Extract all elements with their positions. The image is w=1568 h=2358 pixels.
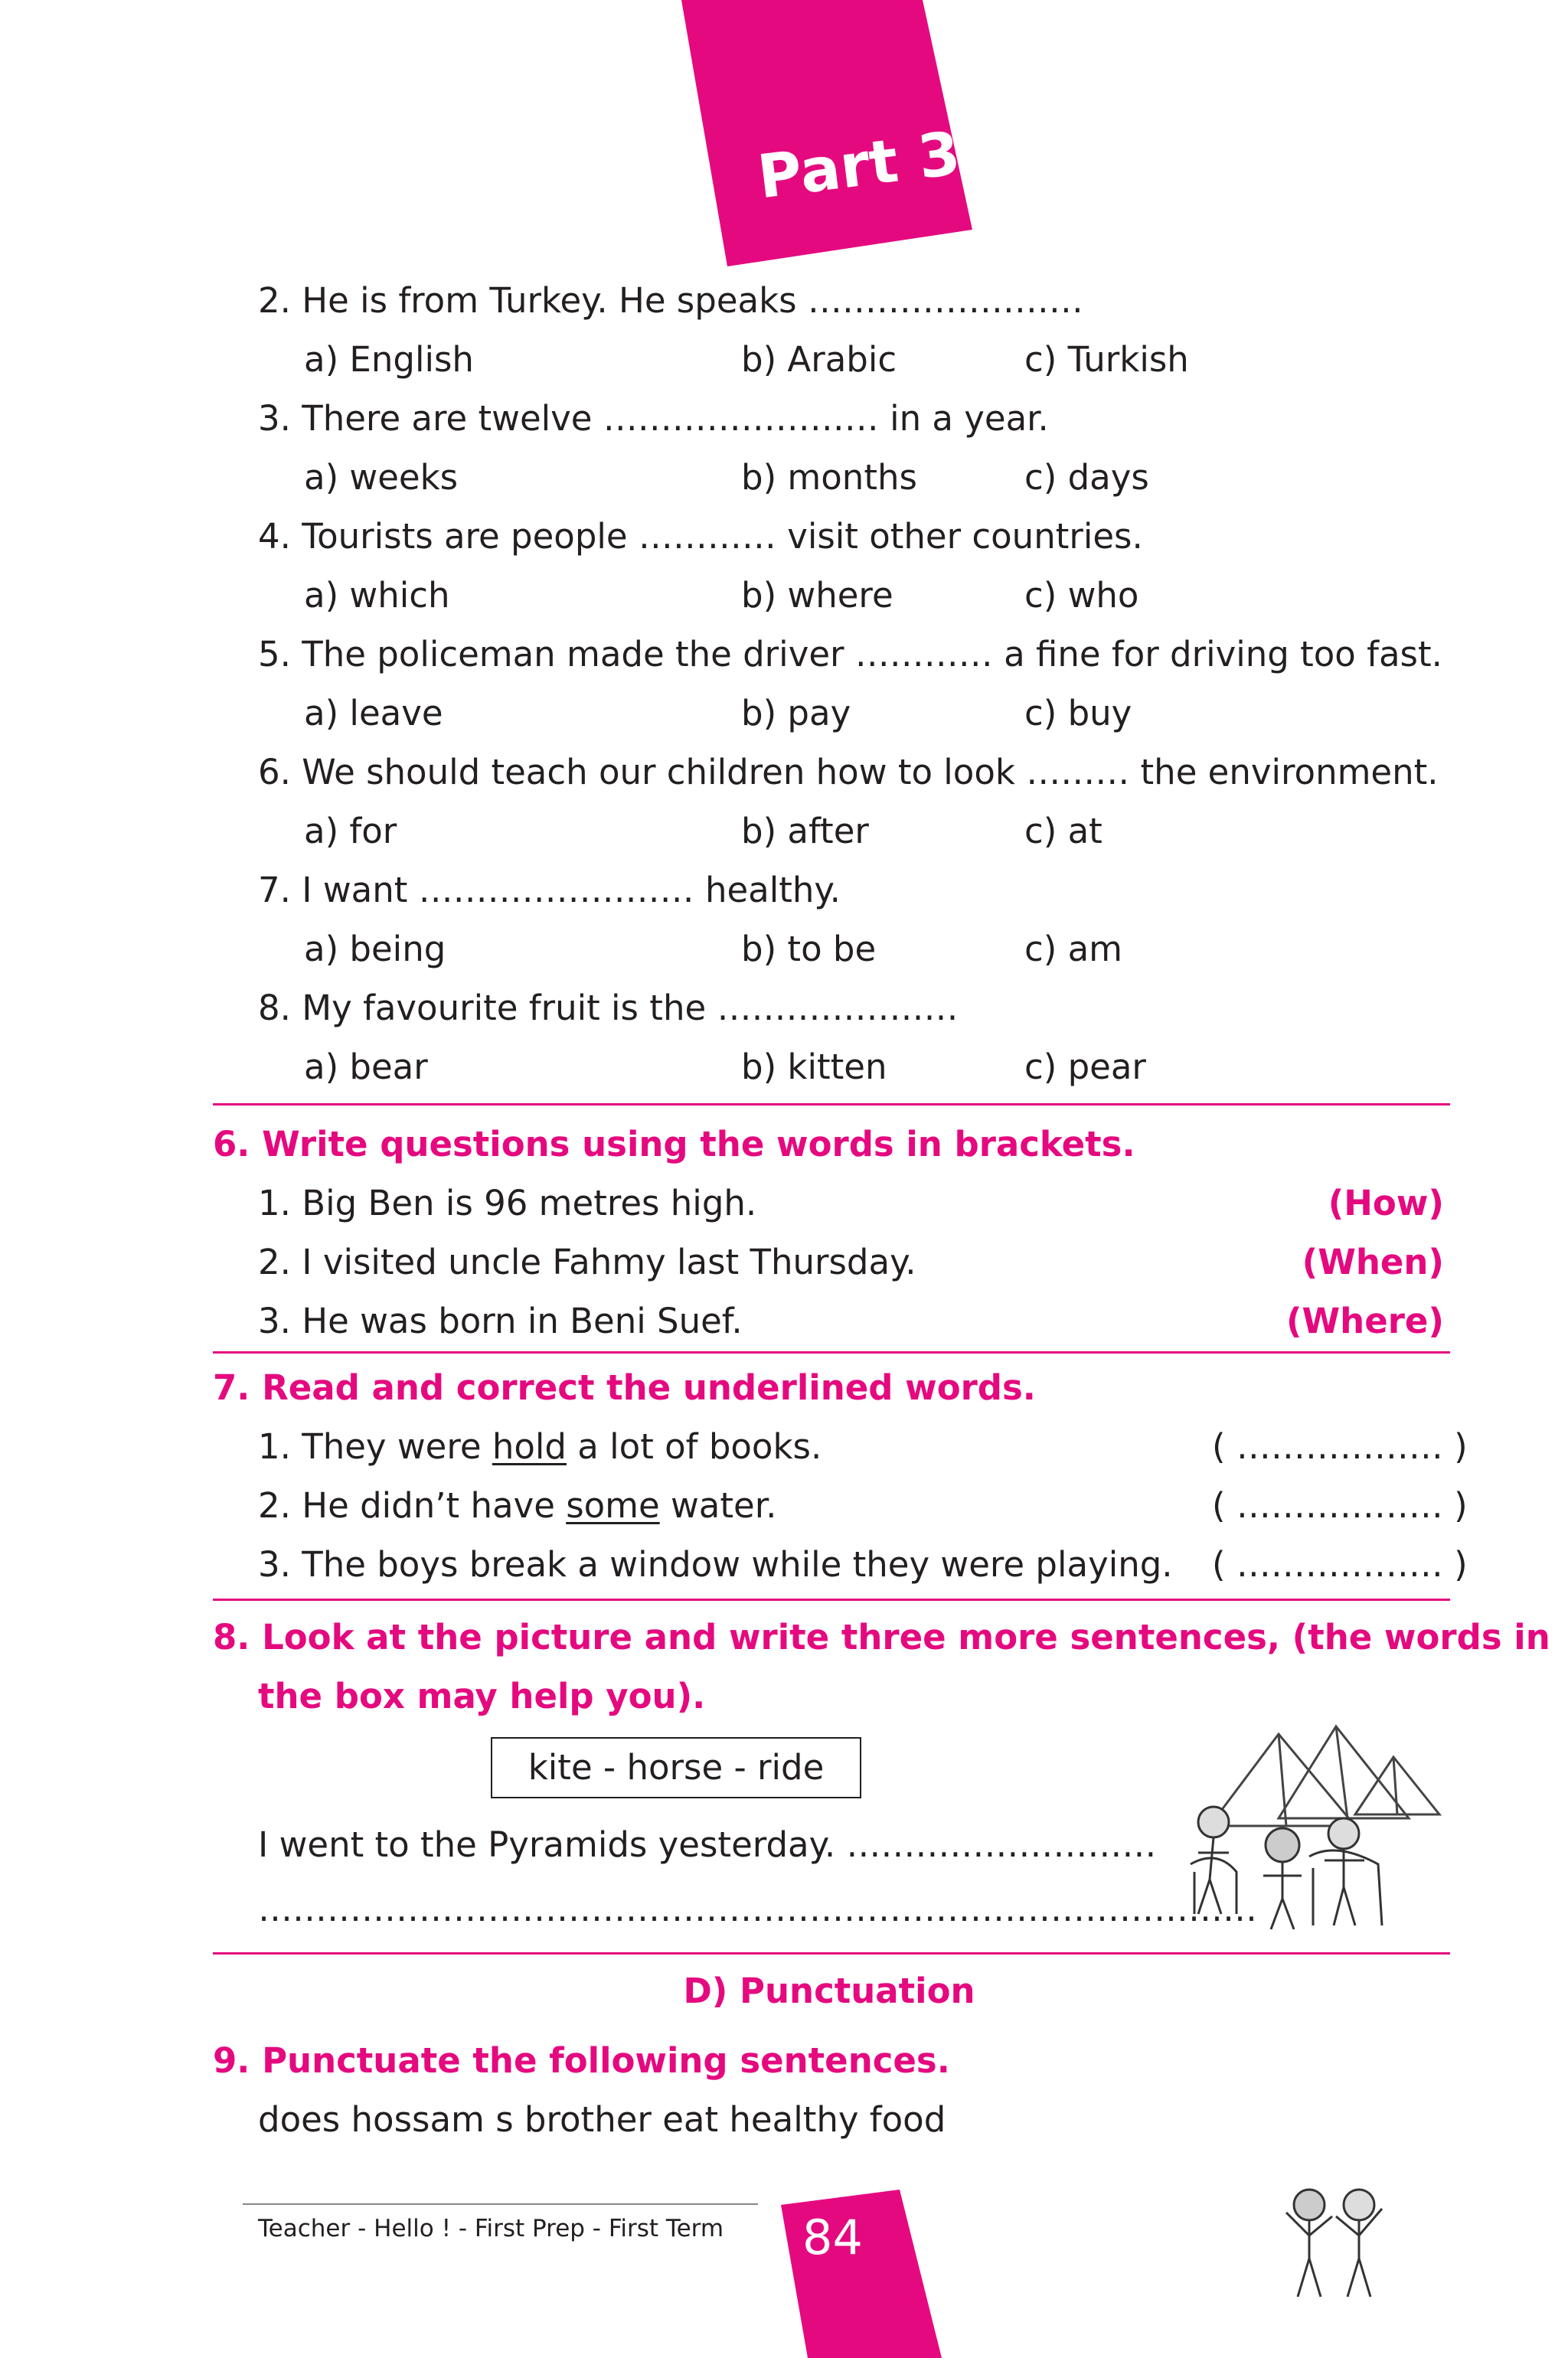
option-a[interactable]: a) English xyxy=(304,339,474,380)
item-text: 3. The boys break a window while they were playing. xyxy=(258,1544,1173,1585)
section-9-heading: 9. Punctuate the following sentences. xyxy=(213,2040,950,2081)
underlined-word: hold xyxy=(492,1426,567,1467)
option-c[interactable]: c) Turkish xyxy=(1024,339,1189,380)
kids-picture xyxy=(1263,2167,1401,2304)
answer-line[interactable]: …………………………………………………………………………… xyxy=(258,1889,1257,1929)
bracket-hint: (When) xyxy=(1302,1242,1444,1282)
divider xyxy=(213,1103,1450,1106)
question-4: 4. Tourists are people ………… visit other countries. xyxy=(258,516,1143,557)
part-tab xyxy=(0,0,1568,276)
option-b[interactable]: b) to be xyxy=(741,929,877,969)
section-8-sentence: I went to the Pyramids yesterday. ……………………… xyxy=(258,1824,1157,1865)
item-text: water. xyxy=(659,1485,777,1526)
item-text: a lot of books. xyxy=(566,1426,822,1467)
option-c[interactable]: c) at xyxy=(1024,811,1102,851)
underlined-word: some xyxy=(566,1485,660,1526)
question-2: 2. He is from Turkey. He speaks …………………… xyxy=(258,280,1083,321)
option-a[interactable]: a) which xyxy=(304,575,450,616)
question-8: 8. My favourite fruit is the ………………… xyxy=(258,988,959,1028)
option-b[interactable]: b) Arabic xyxy=(741,339,897,380)
divider xyxy=(213,1351,1450,1354)
divider xyxy=(213,1952,1450,1955)
section-6-item: 3. He was born in Beni Suef. xyxy=(258,1301,743,1341)
option-b[interactable]: b) after xyxy=(741,811,869,851)
question-5: 5. The policeman made the driver ………… a fine for driving too fast. xyxy=(258,634,1442,674)
section-7-item xyxy=(258,1426,822,1467)
footer-line xyxy=(243,2203,758,2205)
section-7-heading: 7. Read and correct the underlined words. xyxy=(213,1367,1036,1408)
option-c[interactable]: c) days xyxy=(1024,457,1149,498)
question-3: 3. There are twelve …………………… in a year. xyxy=(258,398,1049,439)
part-title: Part 3 xyxy=(754,119,964,213)
option-c[interactable]: c) who xyxy=(1024,575,1139,616)
option-c[interactable]: c) am xyxy=(1024,929,1123,969)
item-text: 1. They were xyxy=(258,1426,492,1467)
section-7-item xyxy=(258,1485,777,1526)
question-6: 6. We should teach our children how to look ……… the environment. xyxy=(258,752,1439,792)
section-6-heading: 6. Write questions using the words in brackets. xyxy=(213,1124,1135,1164)
section-6-item: 1. Big Ben is 96 metres high. xyxy=(258,1183,757,1223)
option-b[interactable]: b) pay xyxy=(741,693,851,733)
section-6-item: 2. I visited uncle Fahmy last Thursday. xyxy=(258,1242,916,1282)
divider xyxy=(213,1599,1450,1601)
option-c[interactable]: c) buy xyxy=(1024,693,1132,733)
option-b[interactable]: b) kitten xyxy=(741,1047,887,1087)
item-text: 2. He didn’t have xyxy=(258,1485,567,1526)
page-number: 84 xyxy=(802,2209,863,2265)
option-a[interactable]: a) for xyxy=(304,811,397,851)
section-8-heading-line2: the box may help you). xyxy=(258,1676,706,1716)
answer-blank[interactable]: ( ……………… ) xyxy=(1212,1485,1468,1526)
word-box: kite - horse - ride xyxy=(491,1737,861,1798)
question-7: 7. I want …………………… healthy. xyxy=(258,870,841,910)
option-b[interactable]: b) months xyxy=(741,457,917,498)
answer-blank[interactable]: ( ……………… ) xyxy=(1212,1544,1468,1585)
option-b[interactable]: b) where xyxy=(741,575,893,616)
option-a[interactable]: a) being xyxy=(304,929,446,969)
option-a[interactable]: a) weeks xyxy=(304,457,459,498)
bracket-hint: (How) xyxy=(1328,1183,1444,1223)
section-8-heading-line1: 8. Look at the picture and write three more sentences, (the words in xyxy=(213,1617,1550,1657)
option-a[interactable]: a) bear xyxy=(304,1047,428,1087)
footer-book-title: Teacher - Hello ! - First Prep - First Term xyxy=(258,2215,724,2242)
answer-blank[interactable]: ( ……………… ) xyxy=(1212,1426,1468,1467)
punctuation-sentence: does hossam s brother eat healthy food xyxy=(258,2099,946,2140)
section-7-item xyxy=(258,1544,1173,1585)
option-c[interactable]: c) pear xyxy=(1024,1047,1146,1087)
bracket-hint: (Where) xyxy=(1285,1301,1444,1341)
section-d-heading: D) Punctuation xyxy=(683,1971,975,2011)
pyramids-picture xyxy=(1164,1711,1455,1941)
option-a[interactable]: a) leave xyxy=(304,693,443,733)
